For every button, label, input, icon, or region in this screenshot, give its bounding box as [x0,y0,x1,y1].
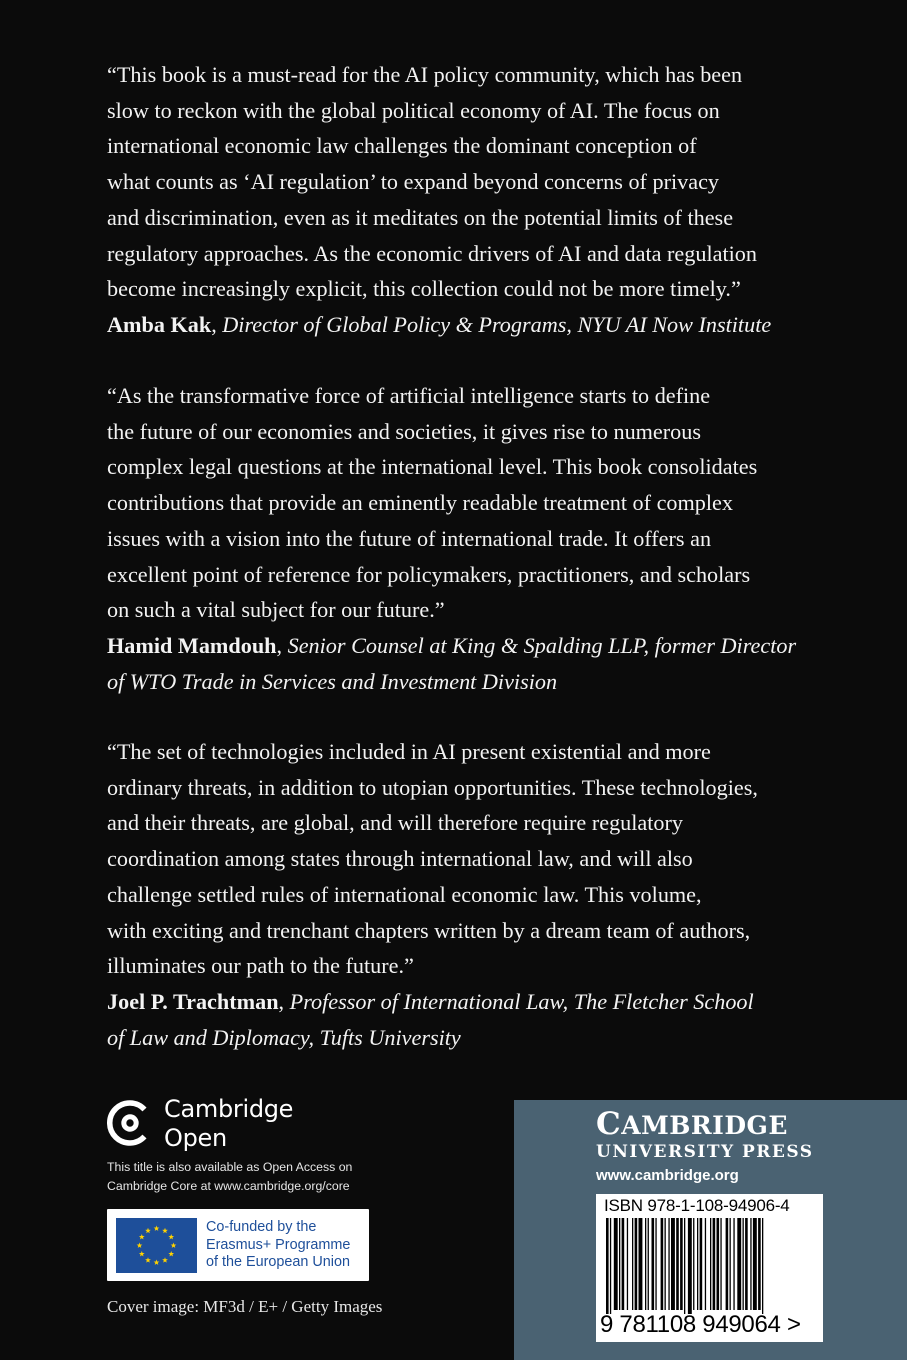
blurb-amba-kak [107,57,807,343]
eu-line: Co-funded by the [206,1219,317,1235]
quote-line: complex legal questions at the international level. This book consolidates [107,454,758,480]
note-line: Cambridge Core at www.cambridge.org/core [107,1179,350,1193]
quote-line: what counts as ‘AI regulation’ to expand beyond concerns of privacy [107,169,720,195]
blurb-quote [107,57,807,307]
eu-line: of the European Union [206,1254,351,1270]
quote-line: and discrimination, even as it meditates on the potential limits of these [107,204,734,230]
blurb-hamid-mamdouh [107,378,807,699]
blurb-attribution-cont [107,664,807,700]
author-role: Senior Counsel at King & Spalding LLP, former Director [287,632,797,658]
quote-line: and their threats, are global, and will therefore require regulatory [107,810,684,836]
cover-image-credit: Cover image: MF3d / E+ / Getty Images [107,1297,383,1316]
quote-line: on such a vital subject for our future.” [107,597,445,623]
eu-line: Erasmus+ Programme [206,1236,351,1253]
quote-line: with exciting and trenchant chapters written by a dream team of authors, [107,917,751,943]
quote-line: contributions that provide an eminently readable treatment of complex [107,490,733,516]
quote-line: coordination among states through international law, and will also [107,846,693,872]
author-separator: , [211,311,223,337]
author-role: Director of Global Policy & Programs, NYU AI Now Institute [222,311,772,337]
blurb-attribution [107,984,807,1020]
quote-line: become increasingly explicit, this collection could not be more timely.” [107,276,741,302]
eu-funding-badge [107,1209,369,1281]
author-separator: , [276,632,288,658]
publisher-panel [514,1100,907,1360]
author-role: of WTO Trade in Services and Investment Division [107,668,558,694]
open-access-note [107,1158,407,1196]
blurb-quote [107,734,807,984]
author-name: Joel P. Trachtman [107,988,279,1014]
quote-line: ordinary threats, in addition to utopian opportunities. These technologies, [107,774,758,800]
publisher-name: CAMBRIDGE [596,1106,788,1142]
author-name: Hamid Mamdouh [107,632,277,658]
author-name: Amba Kak [107,311,212,337]
quote-line: “The set of technologies included in AI present existential and more [107,739,711,764]
quote-line: challenge settled rules of international economic law. This volume, [107,881,702,907]
quote-line: international economic law challenges the dominant conception of [107,133,697,159]
quote-line: the future of our economies and societies, it gives rise to numerous [107,418,701,444]
barcode-bars-icon [602,1218,818,1314]
note-line: This title is also available as Open Access on [107,1160,353,1174]
blurb-joel-trachtman [107,734,807,1055]
blurb-quote [107,378,807,628]
author-role: Professor of International Law, The Fletcher School [289,988,754,1014]
publisher-url: www.cambridge.org [596,1167,739,1184]
quote-line: slow to reckon with the global political economy of AI. The focus on [107,97,720,123]
quote-line: regulatory approaches. As the economic drivers of AI and data regulation [107,240,757,266]
quote-line: “This book is a must-read for the AI policy community, which has been [107,62,743,87]
quote-line: excellent point of reference for policymakers, practitioners, and scholars [107,561,751,587]
quote-line: illuminates our path to the future.” [107,953,414,979]
cambridge-open-brand [164,1095,293,1153]
publisher-subtitle: UNIVERSITY PRESS [596,1142,814,1162]
blurb-attribution [107,307,807,343]
blurb-attribution [107,628,807,664]
author-separator: , [278,988,290,1014]
blurb-attribution-cont [107,1020,807,1056]
eu-flag-icon [116,1218,197,1273]
barcode-digits: 9 781108 949064 > [600,1311,801,1338]
quote-line: “As the transformative force of artificial intelligence starts to define [107,383,711,408]
isbn-barcode [596,1194,823,1342]
author-role: of Law and Diplomacy, Tufts University [107,1024,461,1050]
cambridge-open-logo-icon [107,1100,153,1146]
brand-line: Cambridge [164,1095,294,1123]
brand-line: Open [164,1124,227,1152]
eu-funding-text [206,1219,366,1272]
isbn-number: ISBN 978-1-108-94906-4 [604,1196,790,1215]
quote-line: issues with a vision into the future of international trade. It offers an [107,525,712,551]
